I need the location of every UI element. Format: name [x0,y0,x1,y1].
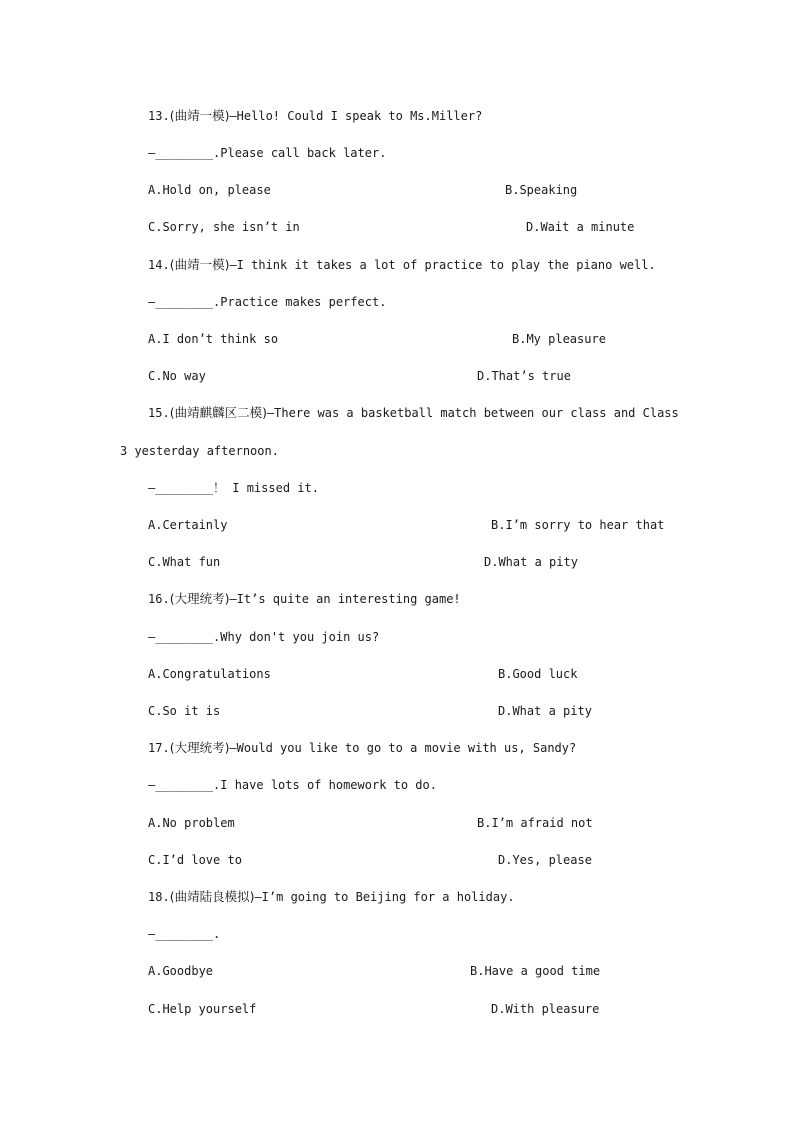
question-number: 17. [148,741,170,755]
question-14-stem [148,257,656,273]
question-18-option-b: B.Have a good time [470,964,601,978]
question-prompt: —I’m going to Beijing for a holiday. [254,890,515,904]
question-14-option-d: D.That’s true [477,369,571,383]
question-16-option-b: B.Good luck [498,667,578,681]
question-17-option-d: D.Yes, please [498,853,592,867]
question-prompt: —Would you like to go to a movie with us, Sandy? [229,741,577,755]
question-prompt: —There was a basketball match between our class and Class [266,406,679,420]
question-13-option-c: C.Sorry, she isn’t in [148,220,300,234]
question-16-option-c: C.So it is [148,704,221,718]
question-17-option-b: B.I’m afraid not [477,816,593,830]
question-source: (大理统考) [169,740,230,755]
question-16-option-a: A.Congratulations [148,667,271,681]
question-14-option-b: B.My pleasure [512,332,606,346]
question-13-option-d: D.Wait a minute [526,220,635,234]
question-15-option-a: A.Certainly [148,518,228,532]
question-15-option-c: C.What fun [148,555,221,569]
question-14-option-c: C.No way [148,369,206,383]
question-13-option-a: A.Hold on, please [148,183,271,197]
question-16-option-d: D.What a pity [498,704,592,718]
question-number: 18. [148,890,170,904]
question-source: (曲靖麒麟区二模) [169,405,267,420]
question-16-stem [148,591,461,607]
question-17-stem [148,740,576,756]
question-15-response: —________！ I missed it. [148,481,319,495]
question-number: 15. [148,406,170,420]
question-18-response: —________. [148,927,221,941]
question-13-stem [148,108,482,124]
question-15-option-d: D.What a pity [484,555,578,569]
question-prompt: —Hello! Could I speak to Ms.Miller? [229,109,483,123]
question-17-option-c: C.I’d love to [148,853,242,867]
question-16-response: —________.Why don't you join us? [148,630,380,644]
question-18-option-a: A.Goodbye [148,964,214,978]
question-17-response: —________.I have lots of homework to do. [148,778,437,792]
question-13-option-b: B.Speaking [505,183,578,197]
question-15-stem-continued: 3 yesterday afternoon. [120,444,279,458]
question-15-option-b: B.I’m sorry to hear that [491,518,665,532]
question-number: 14. [148,258,170,272]
question-18-option-c: C.Help yourself [148,1002,257,1016]
question-17-option-a: A.No problem [148,816,235,830]
question-14-response: —________.Practice makes perfect. [148,295,387,309]
question-prompt: —I think it takes a lot of practice to play the piano well. [229,258,656,272]
question-prompt: —It’s quite an interesting game! [229,592,461,606]
question-source: (大理统考) [169,591,230,606]
question-18-stem [148,889,515,905]
question-13-response: —________.Please call back later. [148,146,387,160]
question-source: (曲靖一模) [169,108,230,123]
question-source: (曲靖一模) [169,257,230,272]
question-15-stem [148,405,679,421]
question-number: 16. [148,592,170,606]
question-14-option-a: A.I don’t think so [148,332,279,346]
question-number: 13. [148,109,170,123]
question-18-option-d: D.With pleasure [491,1002,600,1016]
question-source: (曲靖陆良模拟) [169,889,255,904]
